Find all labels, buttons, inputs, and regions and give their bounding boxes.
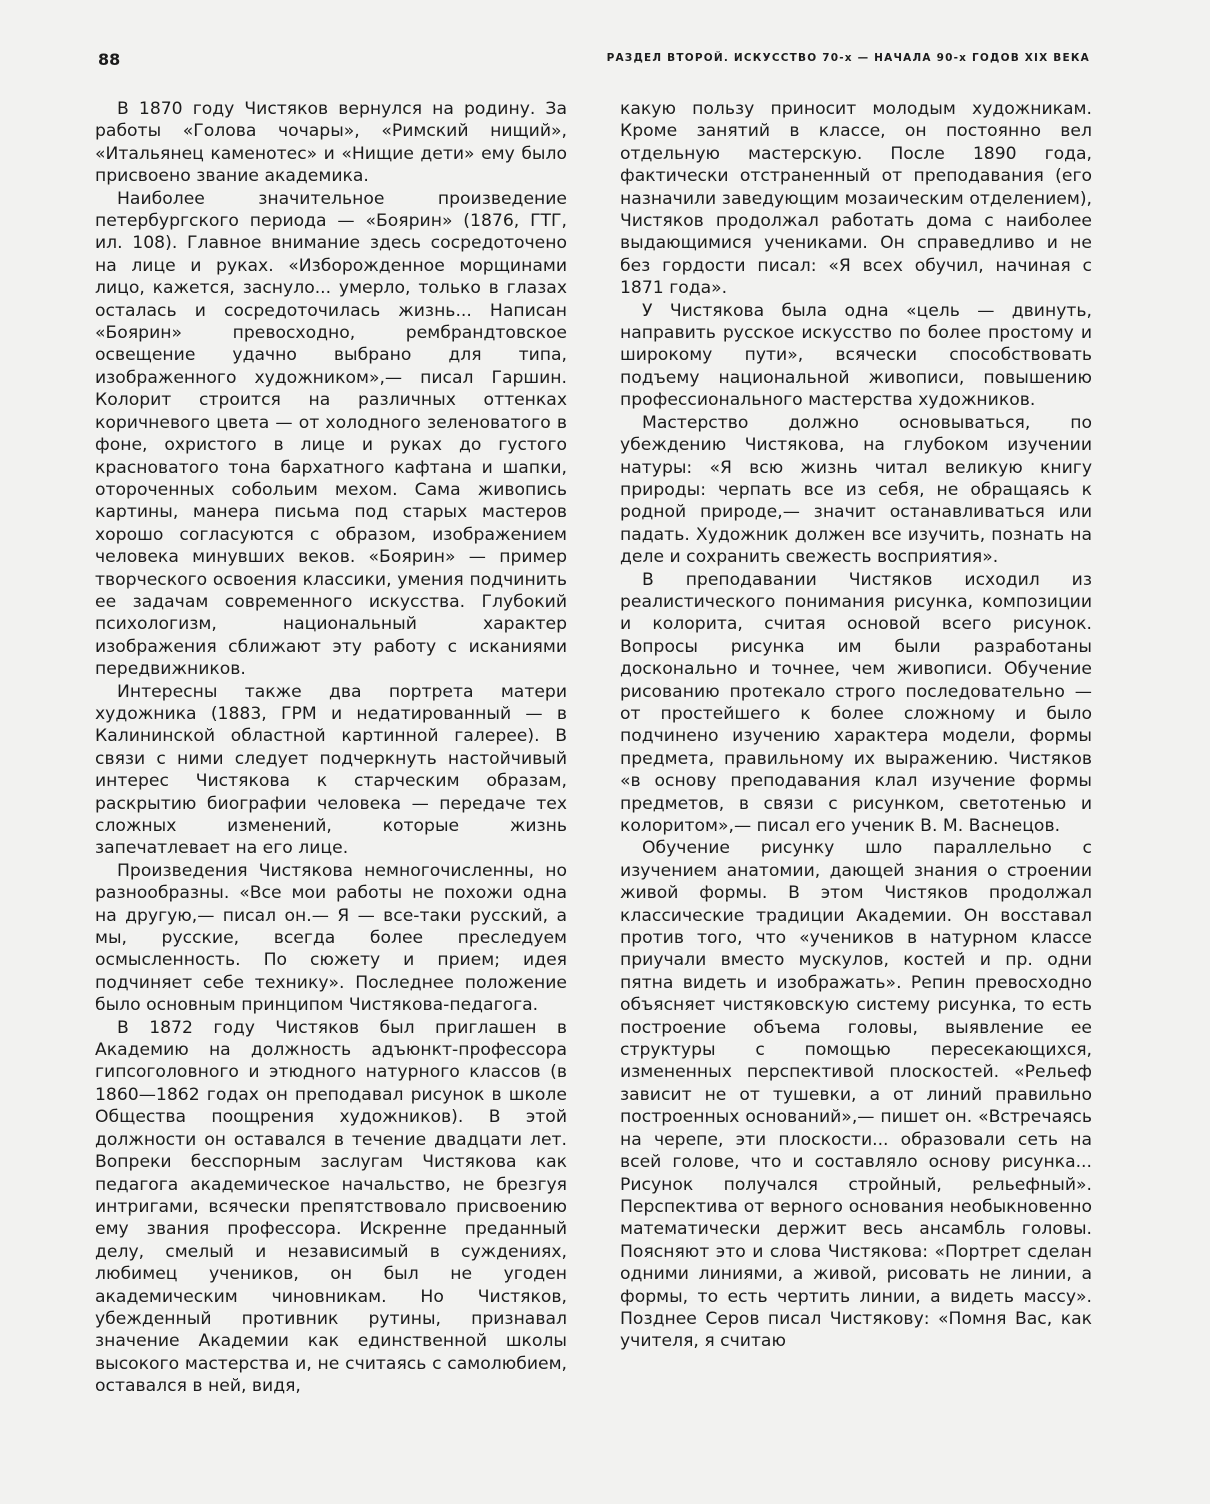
paragraph: У Чистякова была одна «цель — двинуть, направить русское искусство по более простому и широкому пути», всячески способствовать подъему национальной живописи, повышению профессионального мастерства художников. [620, 300, 1092, 411]
paragraph: какую пользу приносит молодым художникам. Кроме занятий в классе, он постоянно вел отдельную мастерскую. После 1890 года, фактически отстраненный от преподавания (его назначили заведующим мозаическим отделением), Чистяков продолжал работать дома с наиболее выдающимися учениками. Он справедливо и не без гордости писал: «Я всех обучил, начиная с 1871 года». [620, 99, 1092, 299]
paragraph: Интересны также два портрета матери художника (1883, ГРМ и недатированный — в Калининской областной картинной галерее). В связи с ними следует подчеркнуть настойчивый интерес Чистякова к старческим образам, раскрытию биографии человека — передаче тех сложных изменений, которые жизнь запечатлевает на его лице. [95, 681, 567, 859]
paragraph: Обучение рисунку шло параллельно с изучением анатомии, дающей знания о строении живой формы. В этом Чистяков продолжал классические традиции Академии. Он восставал против того, что «учеников в натурном классе приучали вместо мускулов, костей и пр. одни пятна видеть и изображать». Репин превосходно объясняет чистяковскую систему рисунка, то есть построение объема головы, выявление ее структуры с помощью пересекающихся, измененных перспективой плоскостей. «Рельеф зависит не от тушевки, а от линий правильно построенных оснований»,— пишет он. «Встречаясь на черепе, эти плоскости... образовали сеть на всей голове, что и составляло основу рисунка... Рисунок получался стройный, рельефный». Перспектива от верного основания необыкновенно математически держит весь ансамбль головы. Поясняют это и слова Чистякова: «Портрет сделан одними линиями, а живой, рисовать не линии, а формы, то есть чертить линии, а видеть массу». Позднее Серов писал Чистякову: «Помня Вас, как учителя, я считаю [620, 838, 1092, 1352]
paragraph: Мастерство должно основываться, по убеждению Чистякова, на глубоком изучении натуры: «Я всю жизнь читал великую книгу природы: черпать все из себя, не обращаясь к родной природе,— значит останавливаться или падать. Художник должен все изучить, познать на деле и сохранить свежесть восприятия». [620, 412, 1092, 568]
paragraph: Произведения Чистякова немногочисленны, но разнообразны. «Все мои работы не похожи одна на другую,— писал он.— Я — все-таки русский, а мы, русские, всегда более преследуем осмысленность. По сюжету и прием; идея подчиняет себе технику». Последнее положение было основным принципом Чистякова-педагога. [95, 860, 567, 1016]
left-column [95, 98, 567, 1398]
page-number: 88 [98, 50, 121, 69]
paragraph: Наиболее значительное произведение петербургского периода — «Боярин» (1876, ГТГ, ил. 108). Главное внимание здесь сосредоточено на лице и руках. «Изборожденное морщинами лицо, кажется, заснуло... умерло, только в глазах осталась и сосредоточилась жизнь... Написан «Боярин» превосходно, рембрандтовское освещение удачно выбрано для типа, изображенного художником»,— писал Гаршин. Колорит строится на различных оттенках коричневого цвета — от холодного зеленоватого в фоне, охристого в лице и руках до густого красноватого тона бархатного кафтана и шапки, отороченных собольим мехом. Сама живопись картины, манера письма под старых мастеров хорошо согласуются с образом, изображением человека минувших веков. «Боярин» — пример творческого освоения классики, умения подчинить ее задачам современного искусства. Глубокий психологизм, национальный характер изображения сближают эту работу с исканиями передвижников. [95, 188, 567, 680]
running-head: РАЗДЕЛ ВТОРОЙ. ИСКУССТВО 70-х — НАЧАЛА 90-х ГОДОВ XIX ВЕКА [606, 52, 1090, 64]
paragraph: В преподавании Чистяков исходил из реалистического понимания рисунка, композиции и колорита, считая основой всего рисунок. Вопросы рисунка им были разработаны досконально и точнее, чем живописи. Обучение рисованию протекало строго последовательно — от простейшего к более сложному и было подчинено изучению характера модели, формы предмета, правильному их выражению. Чистяков «в основу преподавания клал изучение формы предметов, в связи с рисунком, светотенью и колоритом»,— писал его ученик В. М. Васнецов. [620, 569, 1092, 836]
paragraph: В 1872 году Чистяков был приглашен в Академию на должность адъюнкт-профессора гипсоголовного и этюдного натурного классов (в 1860—1862 годах он преподавал рисунок в школе Общества поощрения художников). В этой должности он оставался в течение двадцати лет. Вопреки бесспорным заслугам Чистякова как педагога академическое начальство, не брезгуя интригами, всячески препятствовало присвоению ему звания профессора. Искренне преданный делу, смелый и независимый в суждениях, любимец учеников, он был не угоден академическим чиновникам. Но Чистяков, убежденный противник рутины, признавал значение Академии как единственной школы высокого мастерства и, не считаясь с самолюбием, оставался в ней, видя, [95, 1017, 567, 1397]
paragraph: В 1870 году Чистяков вернулся на родину. За работы «Голова чочары», «Римский нищий», «Итальянец каменотес» и «Нищие дети» ему было присвоено звание академика. [95, 99, 567, 187]
right-column [620, 98, 1092, 1353]
